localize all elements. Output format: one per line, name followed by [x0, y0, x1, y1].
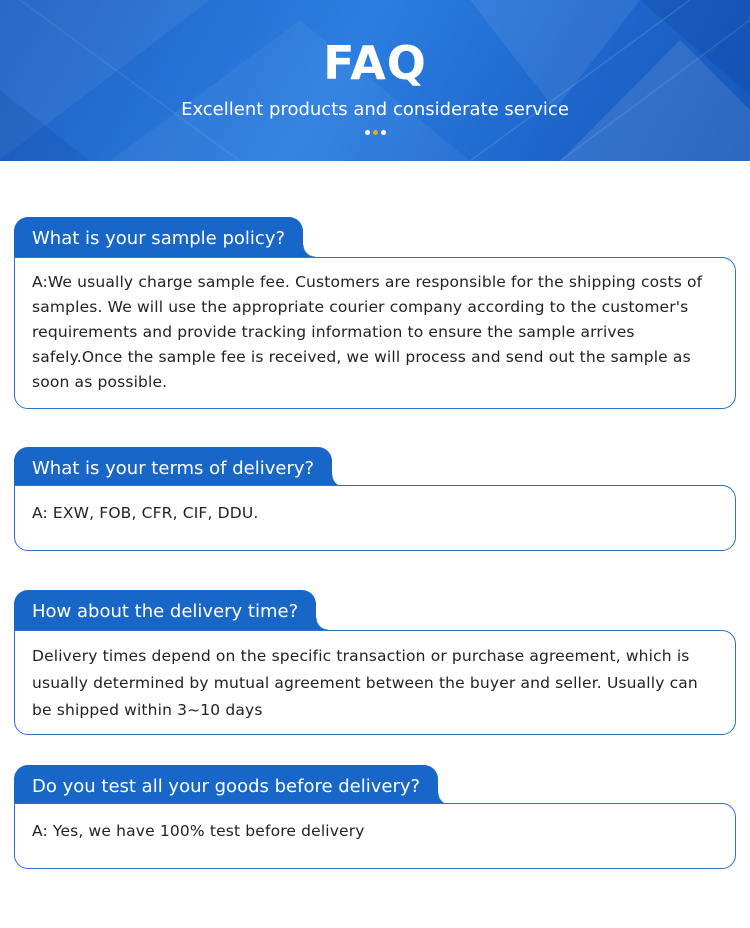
faq-question: What is your terms of delivery?	[14, 447, 332, 487]
dot-icon	[365, 130, 370, 135]
faq-question: How about the delivery time?	[14, 590, 316, 630]
faq-answer: A: EXW, FOB, CFR, CIF, DDU.	[14, 485, 736, 551]
decorative-dots	[363, 130, 387, 138]
page-subtitle: Excellent products and considerate service	[181, 99, 569, 120]
faq-question: What is your sample policy?	[14, 217, 303, 257]
page-title: FAQ	[323, 36, 427, 90]
dot-icon	[373, 130, 378, 135]
dot-icon	[381, 130, 386, 135]
faq-answer: A: Yes, we have 100% test before delivery	[14, 803, 736, 869]
faq-question: Do you test all your goods before delivery?	[14, 765, 438, 805]
faq-answer: Delivery times depend on the specific transaction or purchase agreement, which is usually determined by mutual agreement between the buyer and seller. Usually can be shipped within 3~10 days	[14, 630, 736, 735]
faq-header-banner	[0, 0, 750, 161]
faq-answer: A:We usually charge sample fee. Customers are responsible for the shipping costs of samples. We will use the appropriate courier company according to the customer's requirements and provide tracking information to ensure the sample arrives safely.Once the sample fee is received, we will process and send out the sample as soon as possible.	[14, 257, 736, 409]
